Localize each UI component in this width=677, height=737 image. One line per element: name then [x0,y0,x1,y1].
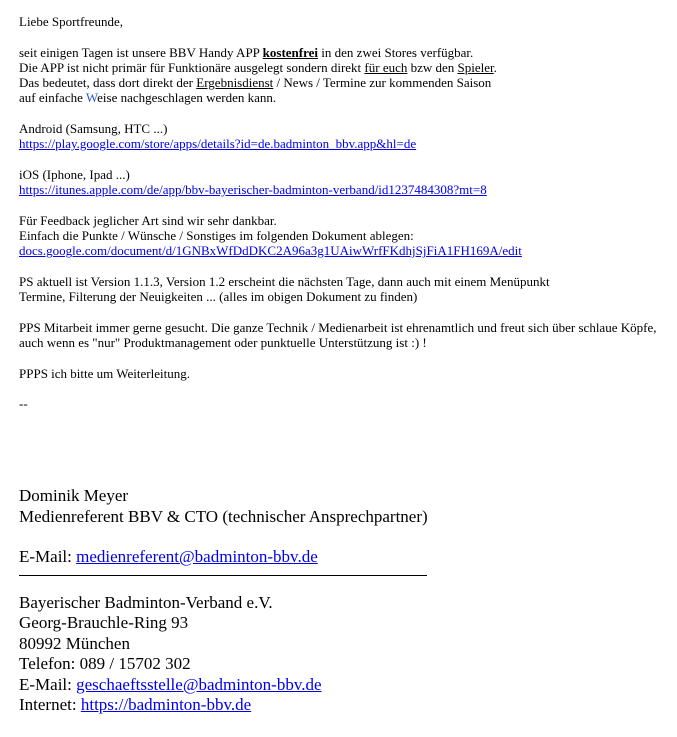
org-internet-line [19,695,669,716]
intro-text: bzw den [407,59,458,75]
ppps-text: PPPS ich bitte um Weiterleitung. [19,365,190,381]
signature-separator [19,396,669,411]
intro-text-w: W [85,90,98,106]
intro-text: auf einfache [19,90,86,106]
pps-section: PPS Mitarbeit immer gerne gesucht. Die ganze Technik / Medienarbeit ist ehrenamtlich und freut sich über schlaue Köpfe, auch wenn es "nur" Produktmanagement oder punktuelle Unterstützung ist :) ! [19,319,657,351]
ios-section [19,167,669,198]
feedback-line-2: Einfach die Punkte / Wünsche / Sonstiges im folgenden Dokument ablegen: [19,228,414,244]
ppps-section [19,366,669,381]
intro-text: in den zwei Stores verfügbar. [318,44,474,60]
email-body [19,14,669,427]
intro-text: eise nachgeschlagen werden kann. [97,90,277,106]
org-phone: Telefon: 089 / 15702 302 [19,654,191,673]
intro-text: / News / Termine zur kommenden Saison [273,75,492,91]
org-email-link[interactable]: geschaeftsstelle@badminton-bbv.de [76,674,322,694]
android-section [19,121,669,152]
intro-line-1 [19,45,669,60]
org-city: 80992 München [19,633,130,653]
signature-name: Dominik Meyer [19,486,129,505]
intro-line-2 [19,60,669,75]
intro-text: . [493,59,497,75]
ios-label: iOS (Iphone, Ipad ...) [19,166,130,182]
emphasis-for-you: für euch [364,59,408,75]
emphasis-players: Spieler [457,59,494,75]
org-website-link[interactable]: https://badminton-bbv.de [80,695,252,714]
org-email-line [19,675,669,696]
ios-store-link[interactable]: https://itunes.apple.com/de/app/bbv-bayerischer-badminton-verband/id1237484308?mt=8 [19,182,487,198]
intro-paragraph [19,45,669,106]
emphasis-results: Ergebnisdienst [196,75,274,91]
emphasis-free: kostenfrei [262,44,319,60]
signature-role: Medienreferent BBV & CTO (technischer Ansprechpartner) [19,506,428,526]
intro-line-4 [19,90,669,105]
feedback-doc-link[interactable]: docs.google.com/document/d/1GNBxWfDdDKC2A96a3g1UAiwWrfFKdhjSjFiA1FH169A/edit [19,243,522,259]
android-store-link[interactable]: https://play.google.com/store/apps/details?id=de.badminton_bbv.app&hl=de [19,136,417,152]
greeting-text: Liebe Sportfreunde, [19,14,123,29]
ps-section [19,274,669,305]
signature-divider [19,575,427,576]
android-label: Android (Samsung, HTC ...) [19,121,168,137]
intro-text: seit einigen Tagen ist unsere BBV Handy APP [19,44,263,60]
feedback-line-1: Für Feedback jeglicher Art sind wir sehr dankbar. [19,212,277,228]
ps-line-1: PS aktuell ist Version 1.1.3, Version 1.2 erscheint die nächsten Tage, dann auch mit einem Menüpunkt [19,274,550,290]
org-email-label: E-Mail: [19,674,77,694]
org-street: Georg-Brauchle-Ring 93 [19,613,189,632]
intro-line-3 [19,75,669,90]
intro-text: Das bedeutet, dass dort direkt der [19,75,197,91]
org-name: Bayerischer Badminton-Verband e.V. [19,592,273,612]
separator-text: -- [19,396,28,412]
feedback-section [19,213,669,259]
intro-text: Die APP ist nicht primär für Funktionäre ausgelegt sondern direkt [19,59,365,75]
greeting [19,14,669,29]
signature-email-link[interactable]: medienreferent@badminton-bbv.de [76,547,318,566]
signature-email-label: E-Mail: [19,547,77,566]
signature-email-line [19,547,669,568]
org-internet-label: Internet: [19,695,81,714]
signature-block [19,486,669,716]
ps-line-2: Termine, Filterung der Neuigkeiten ... (alles im obigen Dokument zu finden) [19,289,418,305]
